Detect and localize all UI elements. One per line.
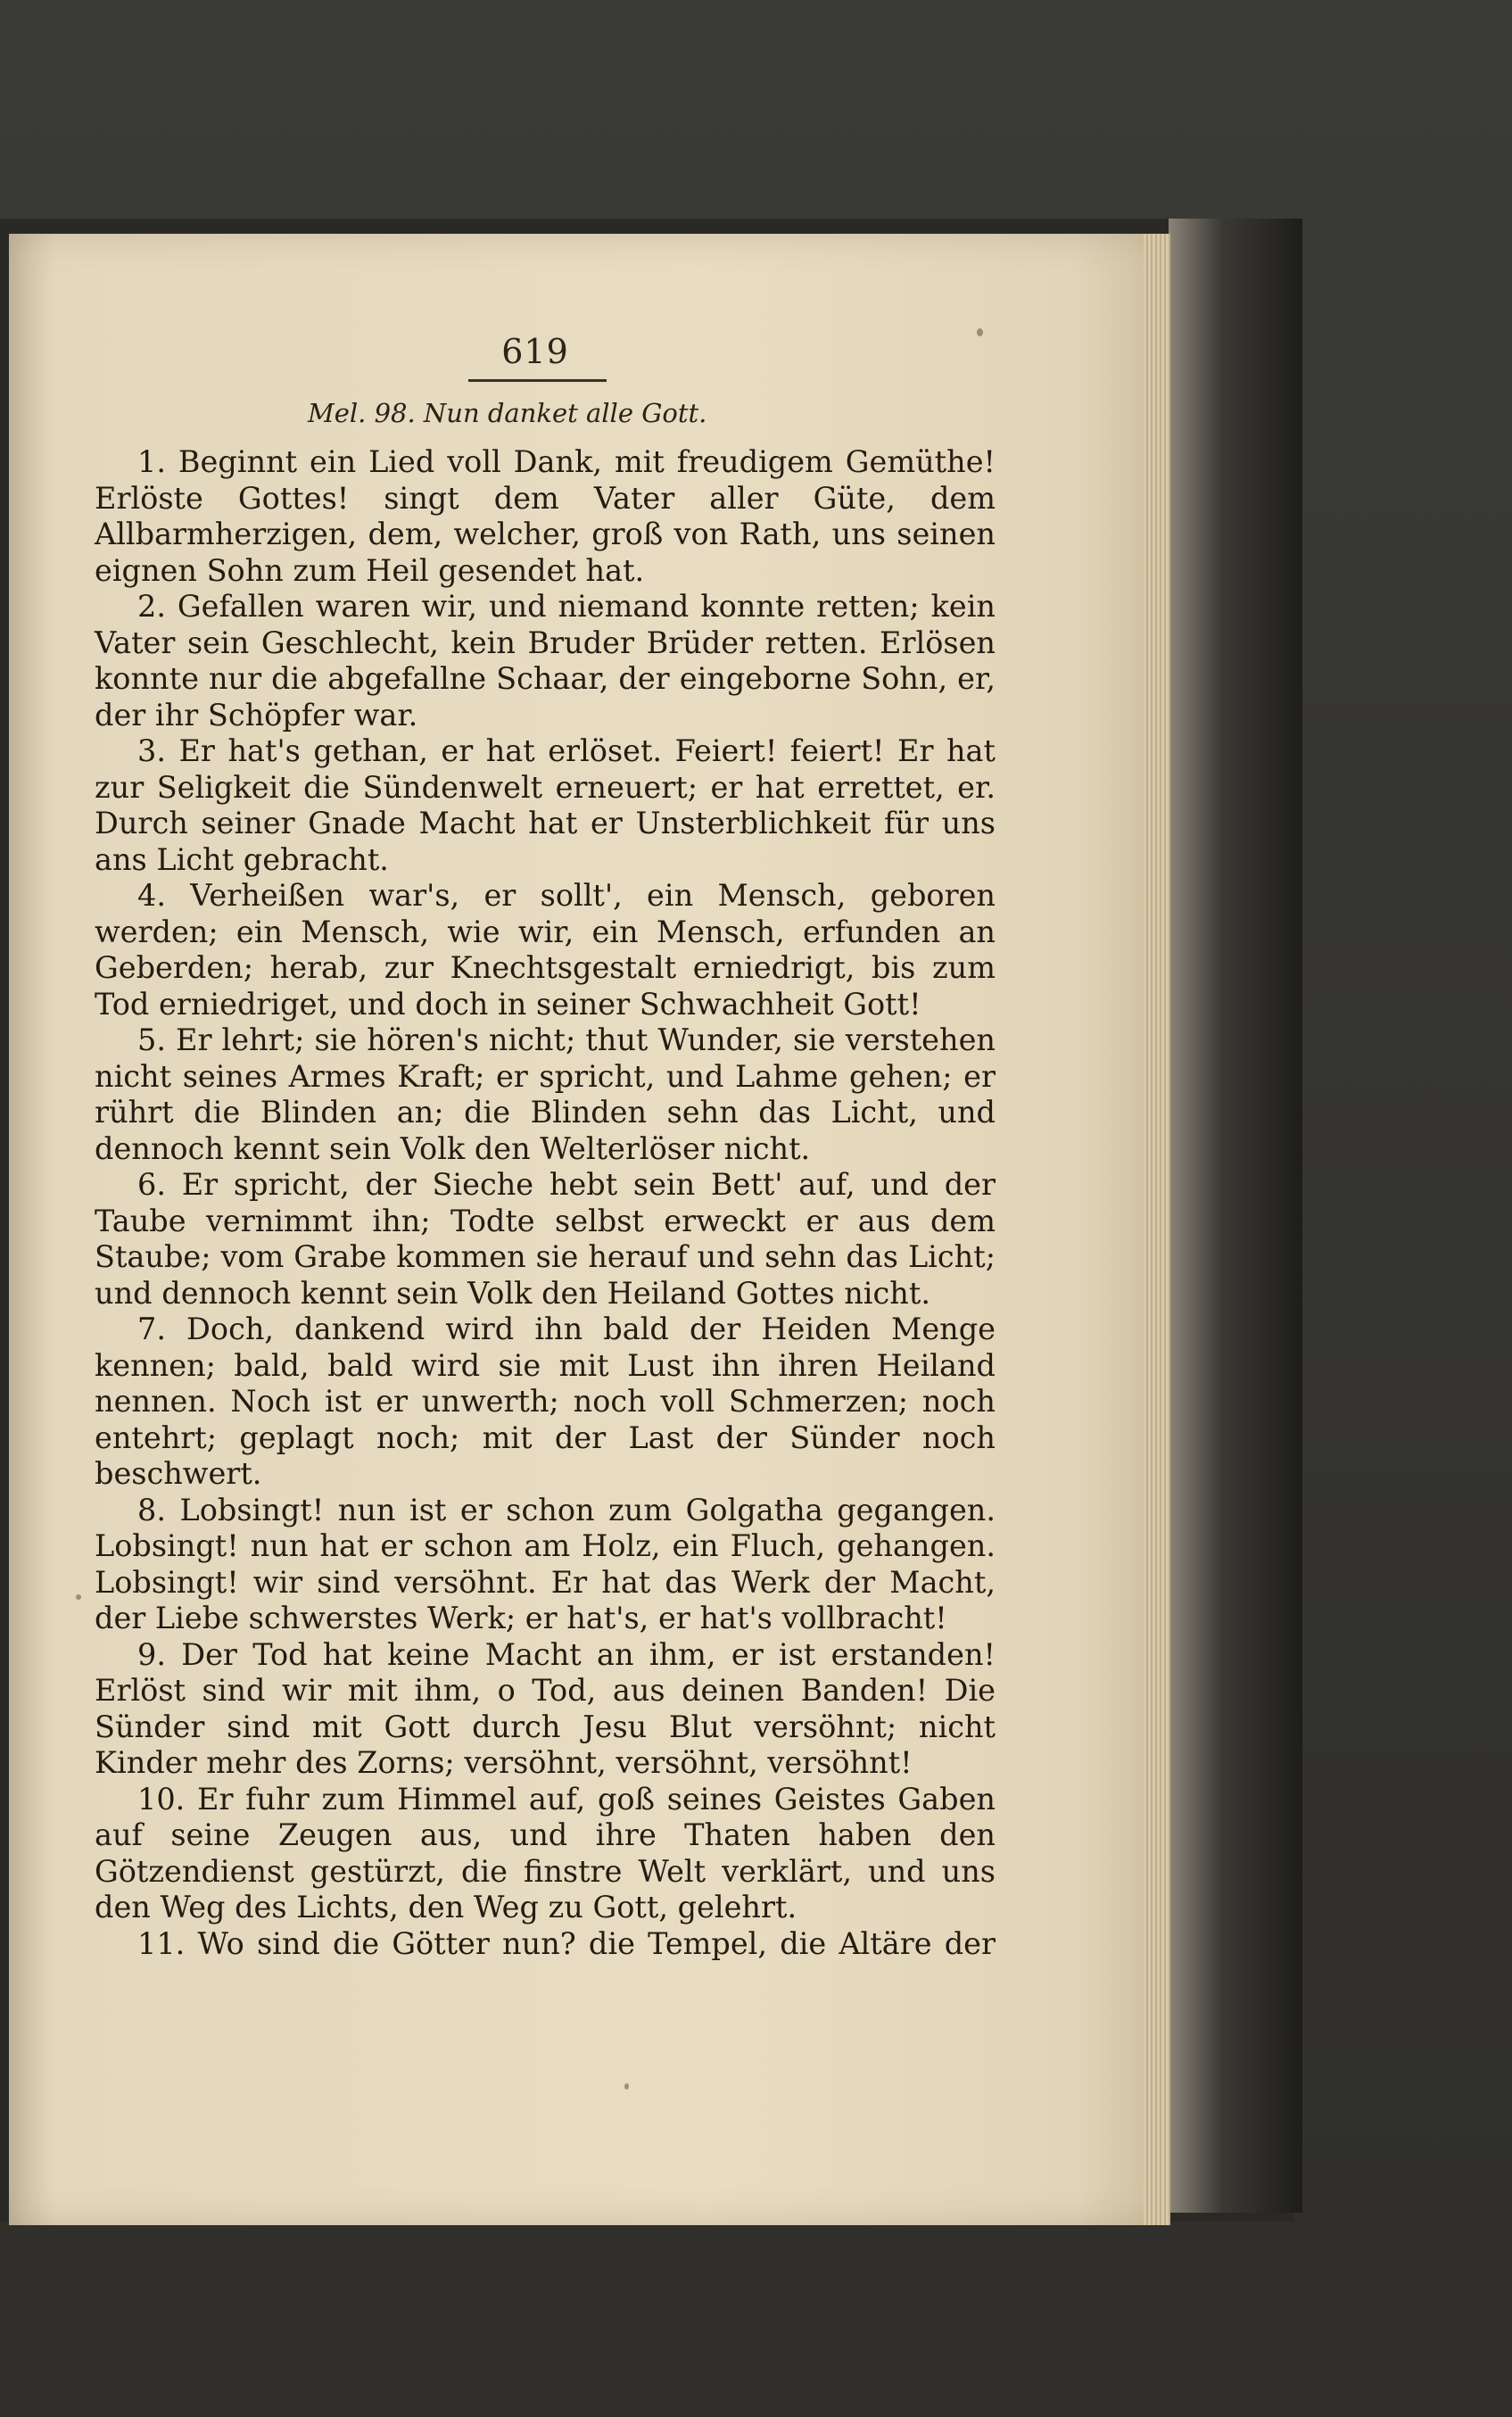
page-number: 619 [501,332,569,371]
hymn-heading: Mel. 98. Nun danket alle Gott. [308,398,707,428]
hymn-text [95,444,996,1962]
verse: 5. Er lehrt; sie hören's nicht; thut Wunder, sie verstehen nicht seines Armes Kraft; er spricht, und Lahme gehen; er rührt die Blinden an; die Blinden sehn das Licht, und dennoch kennt sein Volk den Welterlöser nicht. [95,1022,996,1166]
verse: 3. Er hat's gethan, er hat erlöset. Feiert! feiert! Er hat zur Seligkeit die Sündenwelt erneuert; er hat errettet, er. Durch seiner Gnade Macht hat er Unsterblichkeit für uns ans Licht gebracht. [95,733,996,877]
ink-speck [76,1594,81,1600]
page-edges [1144,234,1170,2225]
verse: 2. Gefallen waren wir, und niemand konnte retten; kein Vater sein Geschlecht, kein Bruder Brüder retten. Erlösen konnte nur die abgefallne Schaar, der eingeborne Sohn, er, der ihr Schöpfer war. [95,589,996,733]
verse: 10. Er fuhr zum Himmel auf, goß seines Geistes Gaben auf seine Zeugen aus, und ihre Thaten haben den Götzendienst gestürzt, die finstre Welt verklärt, und uns den Weg des Lichts, den Weg zu Gott, gelehrt. [95,1781,996,1924]
verse: 8. Lobsingt! nun ist er schon zum Golgatha gegangen. Lobsingt! nun hat er schon am Holz, ein Fluch, gehangen. Lobsingt! wir sind versöhnt. Er hat das Werk der Macht, der Liebe schwerstes Werk; er hat's, er hat's vollbracht! [95,1492,996,1635]
verse: 4. Verheißen war's, er sollt', ein Mensch, geboren werden; ein Mensch, wie wir, ein Mensch, erfunden an Geberden; herab, zur Knechtsgestalt erniedrigt, bis zum Tod erniedriget, und doch in seiner Schwachheit Gott! [95,878,996,1022]
verse: 11. Wo sind die Götter nun? die Tempel, die Altäre der [137,1925,996,1961]
verse: 6. Er spricht, der Sieche hebt sein Bett' auf, und der Taube vernimmt ihn; Todte selbst erweckt er aus dem Staube; vom Grabe kommen sie herauf und sehn das Licht; und dennoch kennt sein Volk den Heiland Gottes nicht. [95,1167,996,1311]
header-rule [468,379,607,382]
verse: 7. Doch, dankend wird ihn bald der Heiden Menge kennen; bald, bald wird sie mit Lust ihn ihren Heiland nennen. Noch ist er unwerth; noch voll Schmerzen; noch entehrt; geplagt noch; mit der Last der Sünder noch beschwert. [95,1312,996,1491]
ink-speck [624,2083,629,2090]
book-spine-edge [1169,219,1302,2213]
ink-speck [977,328,983,336]
verse: 1. Beginnt ein Lied voll Dank, mit freudigem Gemüthe! Erlöste Gottes! singt dem Vater aller Güte, dem Allbarmherzigen, dem, welcher, groß von Rath, uns seinen eignen Sohn zum Heil gesendet hat. [95,444,996,588]
verse: 9. Der Tod hat keine Macht an ihm, er ist erstanden! Erlöst sind wir mit ihm, o Tod, aus deinen Banden! Die Sünder sind mit Gott durch Jesu Blut versöhnt; nicht Kinder mehr des Zorns; versöhnt, versöhnt, versöhnt! [95,1636,996,1780]
